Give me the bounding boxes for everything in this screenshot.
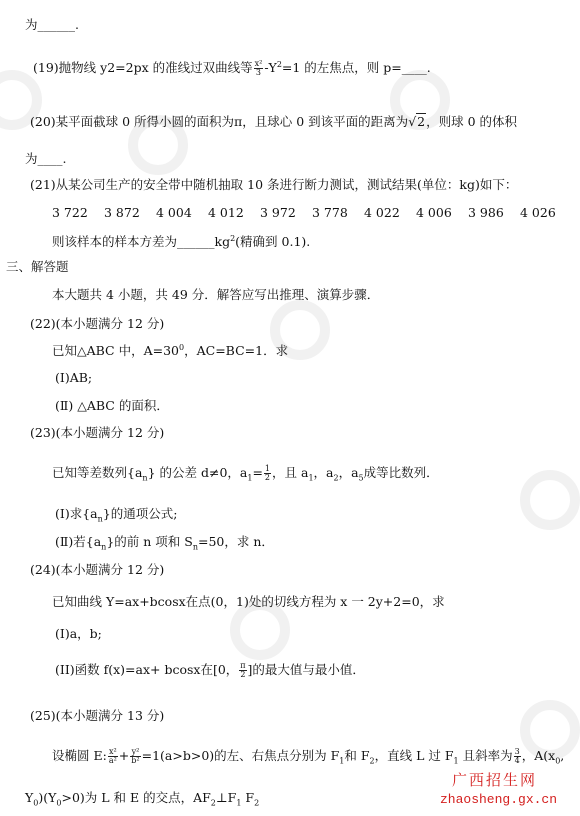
section-heading: 三、解答题: [6, 259, 69, 274]
q24-header: (24)(本小题满分 12 分): [30, 562, 165, 577]
q25-continued: $Y_0)(Y_0>0)$为 L 和 E 的交点，$AF_2\perp F_1$ $F_2$: [25, 790, 260, 808]
q25-header: (25)(本小题满分 13 分): [30, 708, 165, 723]
q25-stem: 设椭圆 E: $\frac{\text{x²}}{\text{a²}}$ + $\frac{\text{y²}}{\text{b²}}$ =1(a>b>0)的左、右焦点分别为 $F_1$和 $F_2$，直线 L 过 $F_1$ 且斜率为 $\frac{3}{4}$ ，$A(x_0$,: [52, 747, 565, 766]
q24-stem: 已知曲线 Y=ax+bcosx在点(0，1)处的切线方程为 x 一 2y+2=0，求: [52, 594, 445, 609]
q22-part1: (I)AB;: [55, 370, 93, 385]
brand-site-link[interactable]: zhaosheng.gx.cn: [440, 792, 558, 807]
fraction: $\frac{\pi}{2}$: [240, 661, 246, 679]
fraction: $\frac{\text{x²}}{3}$: [254, 59, 263, 77]
fraction: $\frac{1}{2}$: [264, 464, 271, 482]
q22-stem: 已知△ABC 中，$A=30^0$，AC=BC=1．求: [52, 342, 289, 358]
q23-stem: 已知等差数列$\{a_n\}$ 的公差 d≠0，$a_1=$ $\frac{1}{2}$ ，且 $a_1$，$a_2$，$a_5$成等比数列．: [52, 464, 439, 483]
q21-data-row: 3 722 3 872 4 004 4 012 3 972 3 778 4 022 4 006 3 986 4 026: [52, 205, 556, 220]
fraction: $\frac{3}{4}$: [514, 747, 520, 765]
q21: (21)从某公司生产的安全带中随机抽取 10 条进行断力测试，测试结果(单位：kg)如下：: [30, 177, 518, 192]
q18-tail: 为______.: [25, 17, 79, 32]
q21-question: 则该样本的样本方差为$\_\_\_\_\_\_kg^2$(精确到 0.1).: [52, 233, 311, 249]
q24-part1: (I)a，b;: [55, 626, 102, 641]
fraction: $\frac{\text{y²}}{\text{b²}}$: [131, 747, 140, 765]
fraction: $\frac{\text{x²}}{\text{a²}}$: [108, 747, 117, 765]
q23-part2: (Ⅱ)若$\{a_n\}$的前 n 项和 $S_n=50$，求 n．: [55, 534, 274, 552]
q20: (20)某平面截球 0 所得小圆的面积为π，且球心 0 到该平面的距离为√2，则球 0 的体积: [30, 114, 518, 129]
q24-part2: (II)函数 f(x)=ax+ bcosx在[0， $\frac{\pi}{2}$ ]的最大值与最小值．: [55, 661, 365, 679]
brand-name: 广西招生网: [452, 771, 538, 789]
section-intro: 本大题共 4 小题，共 49 分．解答应写出推理、演算步骤．: [52, 287, 380, 302]
q20-tail: 为____.: [25, 151, 67, 166]
watermark-logo: [520, 470, 580, 530]
q22-part2: (Ⅱ) △ABC 的面积．: [55, 398, 169, 413]
q22-header: (22)(本小题满分 12 分): [30, 316, 165, 331]
sqrt-symbol: √2: [408, 114, 426, 129]
q19: (19)抛物线 y2=2px 的准线过双曲线等 $\frac{\text{x²}}{3}$ $-Y^2=1$ 的左焦点，则 p=____.: [33, 59, 431, 77]
q23-header: (23)(本小题满分 12 分): [30, 425, 165, 440]
q23-part1: (I)求$\{a_n\}$的通项公式;: [55, 506, 178, 524]
